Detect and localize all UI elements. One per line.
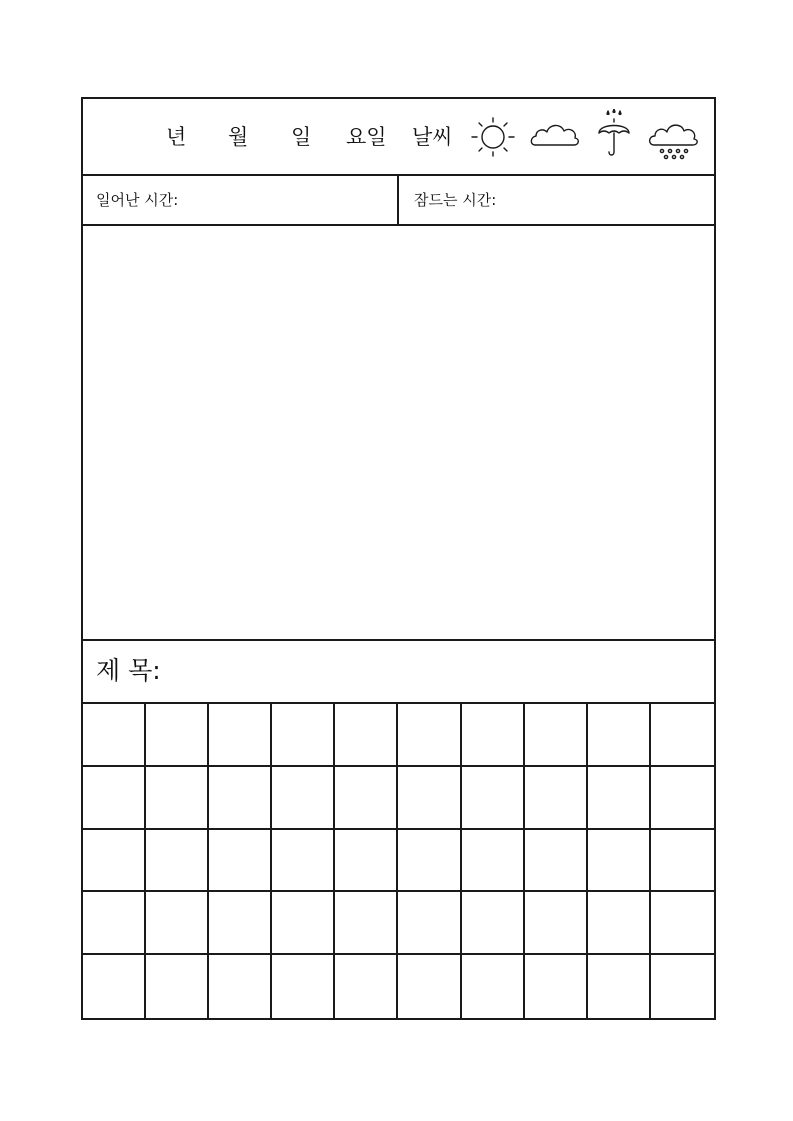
year-label: 년	[166, 125, 187, 149]
diary-sheet	[81, 97, 716, 1020]
grid-cell[interactable]	[209, 830, 272, 893]
grid-cell[interactable]	[335, 767, 398, 830]
grid-cell[interactable]	[462, 955, 525, 1018]
grid-cell[interactable]	[525, 830, 588, 893]
grid-cell[interactable]	[209, 767, 272, 830]
grid-cell[interactable]	[146, 767, 209, 830]
grid-cell[interactable]	[651, 830, 714, 893]
sleep-time-label: 잠드는 시간:	[414, 191, 497, 209]
weather-label: 날씨	[412, 125, 453, 149]
grid-cell[interactable]	[209, 892, 272, 955]
snow-cloud-icon[interactable]	[645, 109, 699, 169]
grid-cell[interactable]	[146, 830, 209, 893]
date-weather-row	[83, 99, 714, 176]
day-label: 일	[291, 125, 312, 149]
grid-cell[interactable]	[462, 830, 525, 893]
grid-cell[interactable]	[146, 704, 209, 767]
sun-icon[interactable]	[468, 109, 518, 164]
grid-cell[interactable]	[588, 955, 651, 1018]
drawing-area[interactable]	[83, 226, 714, 641]
grid-cell[interactable]	[272, 704, 335, 767]
grid-cell[interactable]	[335, 955, 398, 1018]
grid-cell[interactable]	[525, 767, 588, 830]
grid-cell[interactable]	[83, 892, 146, 955]
grid-cell[interactable]	[588, 892, 651, 955]
grid-cell[interactable]	[398, 892, 461, 955]
wake-time-field[interactable]	[83, 176, 399, 224]
sleep-time-field[interactable]	[399, 176, 714, 224]
grid-cell[interactable]	[588, 767, 651, 830]
grid-cell[interactable]	[398, 767, 461, 830]
grid-cell[interactable]	[588, 704, 651, 767]
grid-cell[interactable]	[398, 830, 461, 893]
grid-cell[interactable]	[272, 892, 335, 955]
grid-cell[interactable]	[272, 767, 335, 830]
grid-cell[interactable]	[462, 704, 525, 767]
grid-cell[interactable]	[651, 955, 714, 1018]
grid-cell[interactable]	[651, 767, 714, 830]
month-label: 월	[228, 125, 249, 149]
weekday-label: 요일	[346, 125, 387, 149]
writing-grid	[83, 704, 714, 1018]
grid-cell[interactable]	[209, 704, 272, 767]
grid-cell[interactable]	[398, 955, 461, 1018]
grid-cell[interactable]	[272, 955, 335, 1018]
grid-cell[interactable]	[525, 955, 588, 1018]
grid-cell[interactable]	[335, 892, 398, 955]
grid-cell[interactable]	[83, 955, 146, 1018]
cloud-icon[interactable]	[529, 109, 581, 164]
grid-cell[interactable]	[651, 704, 714, 767]
grid-cell[interactable]	[462, 892, 525, 955]
umbrella-rain-icon[interactable]	[594, 109, 634, 169]
sleep-times-row	[83, 176, 714, 226]
wake-time-label: 일어난 시간:	[96, 191, 179, 209]
grid-cell[interactable]	[335, 704, 398, 767]
grid-cell[interactable]	[83, 767, 146, 830]
grid-cell[interactable]	[462, 767, 525, 830]
title-label: 제 목:	[96, 656, 161, 685]
grid-cell[interactable]	[651, 892, 714, 955]
grid-cell[interactable]	[525, 704, 588, 767]
grid-cell[interactable]	[525, 892, 588, 955]
grid-cell[interactable]	[335, 830, 398, 893]
grid-cell[interactable]	[146, 955, 209, 1018]
title-row[interactable]	[83, 641, 714, 704]
grid-cell[interactable]	[398, 704, 461, 767]
grid-cell[interactable]	[272, 830, 335, 893]
grid-cell[interactable]	[146, 892, 209, 955]
grid-cell[interactable]	[209, 955, 272, 1018]
grid-cell[interactable]	[83, 830, 146, 893]
grid-cell[interactable]	[83, 704, 146, 767]
grid-cell[interactable]	[588, 830, 651, 893]
